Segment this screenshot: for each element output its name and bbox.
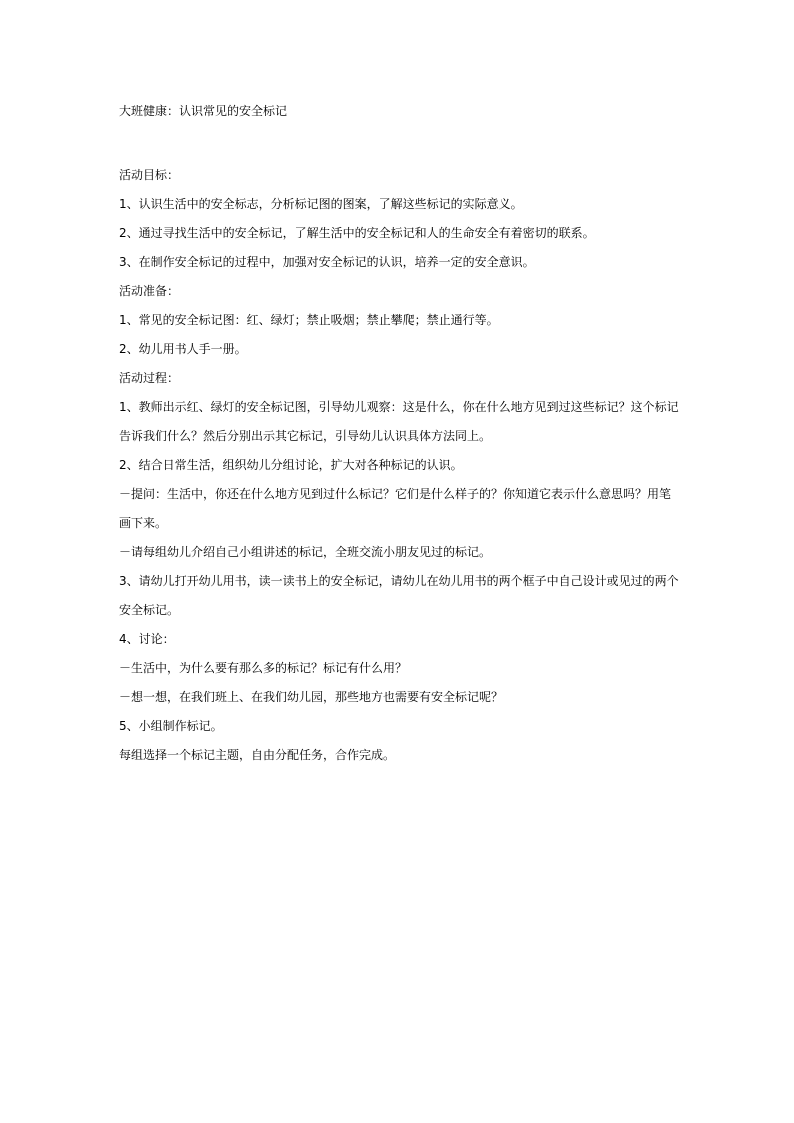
preparation-item-1: 1、常见的安全标记图：红、绿灯；禁止吸烟；禁止攀爬；禁止通行等。 (119, 313, 499, 327)
process-step-3: 3、请幼儿打开幼儿用书，读一读书上的安全标记，请幼儿在幼儿用书的两个框子中自己设计或见过的两个安全标记。 (119, 574, 679, 617)
discussion-item-2: －想一想，在我们班上、在我们幼儿园，那些地方也需要有安全标记呢？ (119, 690, 504, 704)
goal-item-3: 3、在制作安全标记的过程中，加强对安全标记的认识，培养一定的安全意识。 (119, 255, 535, 269)
document-title: 大班健康：认识常见的安全标记 (119, 104, 288, 118)
process-step-1: 1、教师出示红、绿灯的安全标记图，引导幼儿观察：这是什么，你在什么地方见到过这些标记？这个标记告诉我们什么？然后分别出示其它标记，引导幼儿认识具体方法同上。 (119, 400, 679, 443)
process-step-4: 4、讨论： (119, 632, 175, 646)
closing-paragraph: 每组选择一个标记主题，自由分配任务，合作完成。 (119, 748, 396, 762)
document-body (119, 101, 679, 770)
discussion-item-1: －生活中，为什么要有那么多的标记？标记有什么用？ (119, 661, 408, 675)
process-question: －提问：生活中，你还在什么地方见到过什么标记？它们是什么样子的？你知道它表示什么意思吗？用笔画下来。 (119, 487, 672, 530)
process-step-2: 2、结合日常生活，组织幼儿分组讨论，扩大对各种标记的认识。 (119, 458, 463, 472)
section-heading-preparation: 活动准备： (119, 284, 180, 298)
process-group-share: －请每组幼儿介绍自己小组讲述的标记，全班交流小朋友见过的标记。 (119, 545, 492, 559)
goal-item-1: 1、认识生活中的安全标志，分析标记图的图案，了解这些标记的实际意义。 (119, 197, 523, 211)
section-heading-goals: 活动目标： (119, 168, 180, 182)
goal-item-2: 2、通过寻找生活中的安全标记，了解生活中的安全标记和人的生命安全有着密切的联系。 (119, 226, 595, 240)
section-heading-process: 活动过程： (119, 371, 180, 385)
preparation-item-2: 2、幼儿用书人手一册。 (119, 342, 247, 356)
process-step-5: 5、小组制作标记。 (119, 719, 223, 733)
